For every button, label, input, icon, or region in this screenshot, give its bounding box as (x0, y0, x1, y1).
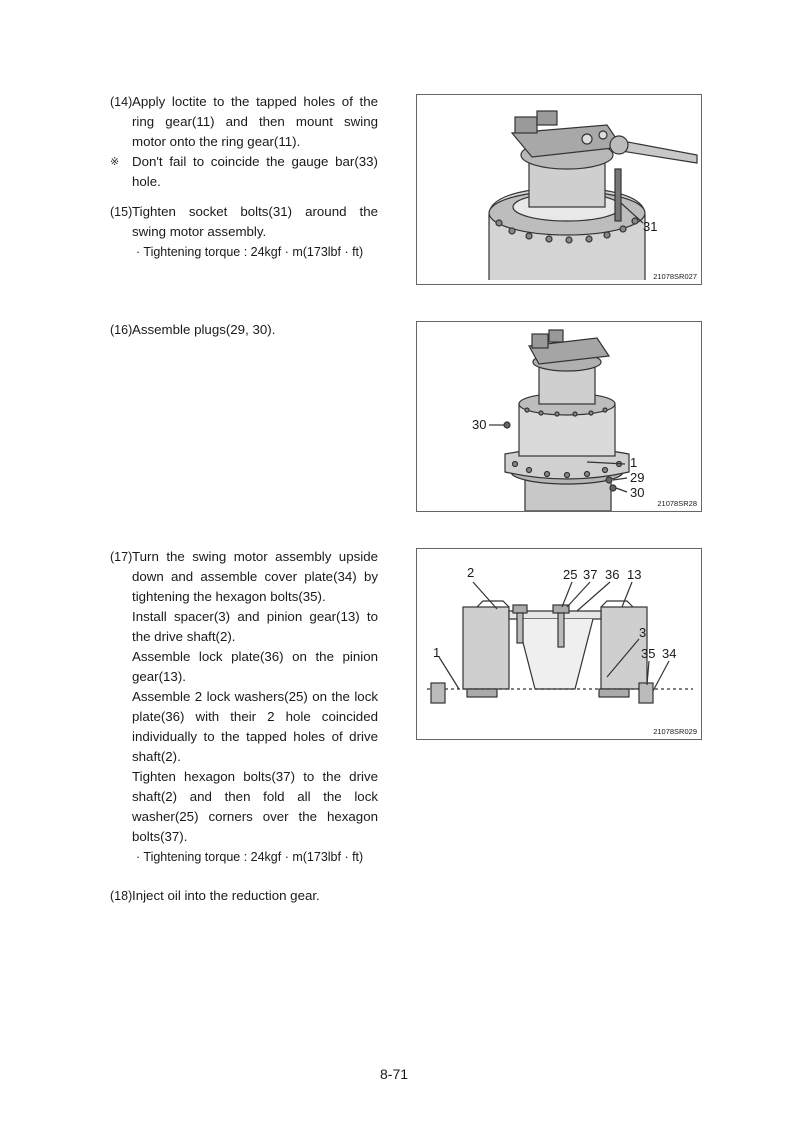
step-number: (15) (110, 205, 133, 219)
callout-1: 1 (433, 645, 441, 660)
figure-swing-motor-mount (416, 94, 702, 285)
figure-code: 21078SR027 (653, 272, 697, 281)
step-text: Inject oil into the reduction gear. (132, 888, 320, 903)
callout-1: 1 (630, 455, 638, 470)
figure-pinion-assembly (416, 548, 702, 740)
step-14 (110, 92, 378, 192)
step-number: (18) (110, 889, 133, 903)
callout-37: 37 (583, 567, 598, 582)
callout-30-right: 30 (630, 485, 645, 500)
step-paragraph: Install spacer(3) and pinion gear(13) to the drive shaft(2). (132, 609, 378, 644)
step-16 (110, 320, 378, 340)
tightening-torque: · Tightening torque : 24kgf · m(173lbf · ft) (136, 245, 364, 259)
step-number: (14) (110, 95, 133, 109)
callout-2: 2 (467, 565, 475, 580)
page-number: 8-71 (380, 1066, 409, 1082)
callout-35: 35 (641, 646, 656, 661)
pinion-assembly-illustration (417, 549, 701, 739)
callout-29: 29 (630, 470, 645, 485)
step-note: Don't fail to coincide the gauge bar(33) hole. (132, 154, 378, 189)
callout-13: 13 (627, 567, 642, 582)
figure-code: 21078SR28 (657, 499, 697, 508)
callout-31: 31 (643, 219, 658, 234)
step-text: Assemble plugs(29, 30). (132, 322, 276, 337)
plugs-illustration (417, 322, 701, 511)
step-17 (110, 547, 378, 867)
step-text: Tighten socket bolts(31) around the swing motor assembly. (132, 204, 378, 239)
step-paragraph: Tighten hexagon bolts(37) to the drive shaft(2) and then fold all the lock washer(25) corners over the hexagon bolts(37). (132, 769, 378, 844)
step-15 (110, 202, 378, 262)
step-paragraph: Assemble lock plate(36) on the pinion gear(13). (132, 649, 378, 684)
tightening-torque: · Tightening torque : 24kgf · m(173lbf · ft) (136, 850, 364, 864)
figure-plugs (416, 321, 702, 512)
step-number: (16) (110, 323, 133, 337)
step-paragraph: Turn the swing motor assembly upside down and assemble cover plate(34) by tightening the hexagon bolts(35). (132, 549, 378, 604)
step-paragraph: Assemble 2 lock washers(25) on the lock plate(36) with their 2 hole coincided individually to the tapped holes of drive shaft(2). (132, 689, 378, 764)
figure-code: 21078SR029 (653, 727, 697, 736)
callout-34: 34 (662, 646, 677, 661)
callout-30-left: 30 (472, 417, 487, 432)
step-text: Apply loctite to the tapped holes of the ring gear(11) and then mount swing motor onto the ring gear(11). (132, 94, 378, 149)
swing-motor-mount-illustration (417, 95, 701, 284)
callout-3: 3 (639, 625, 647, 640)
step-number: (17) (110, 550, 133, 564)
step-18 (110, 886, 378, 906)
callout-36: 36 (605, 567, 620, 582)
note-mark-icon: ※ (110, 156, 120, 168)
callout-25: 25 (563, 567, 578, 582)
